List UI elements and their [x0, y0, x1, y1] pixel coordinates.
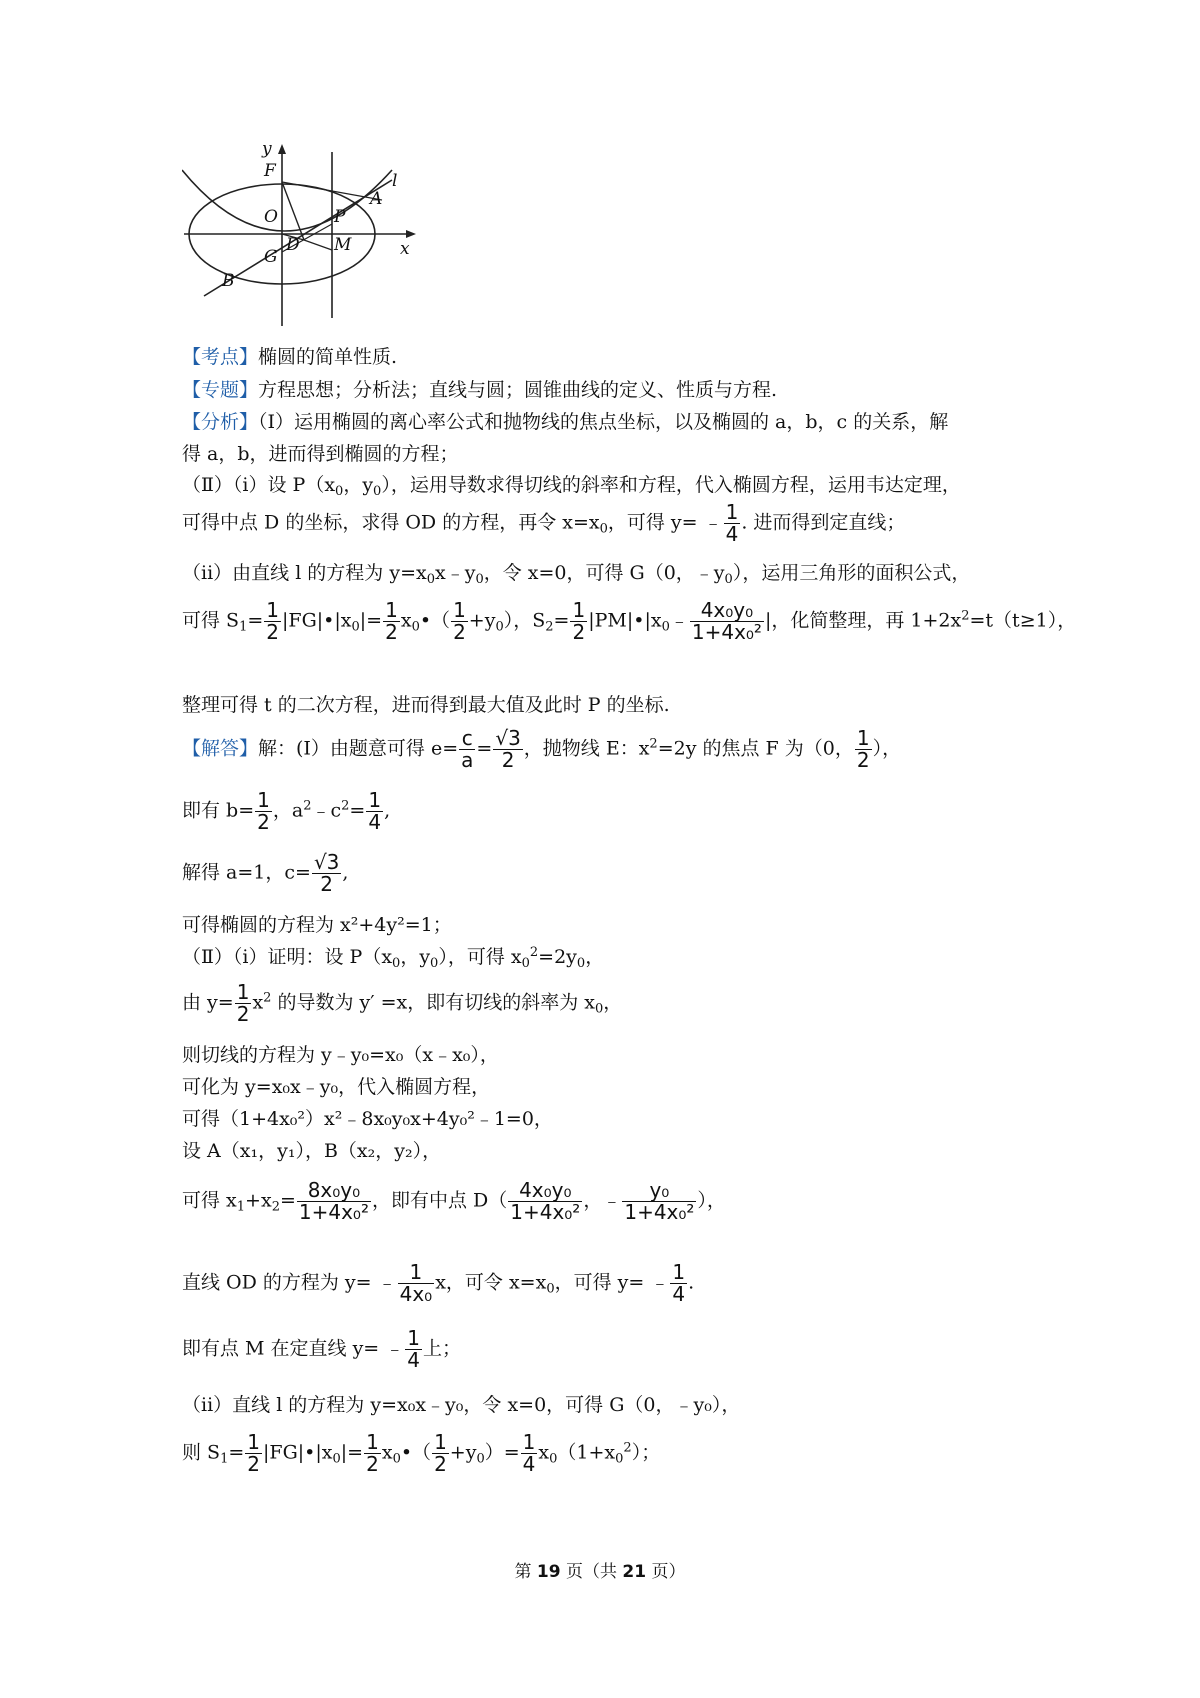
label-A: A: [370, 189, 383, 209]
den: 4: [368, 810, 382, 834]
y-axis-arrow: [278, 144, 286, 154]
den: 2: [385, 620, 398, 644]
text: |=: [340, 1441, 364, 1464]
jieda-tag: 【解答】: [182, 737, 259, 760]
fraction: [670, 1262, 687, 1305]
jieda-line-3: [182, 852, 1050, 895]
den: 2: [366, 1452, 379, 1476]
sup: 2: [649, 736, 658, 752]
text: 解得 a=1，c=: [182, 861, 311, 884]
sub: 0: [599, 521, 608, 537]
jieda-line-2: [182, 790, 1050, 833]
sub: 0: [495, 619, 504, 635]
num: 1: [572, 598, 586, 622]
ellipse-figure: [182, 142, 442, 328]
text: 即有 b=: [182, 799, 255, 822]
text: （Ⅱ）（i）设 P（x: [182, 474, 336, 496]
text: ，: [585, 946, 605, 968]
text: ），: [872, 737, 902, 760]
text: •（: [419, 609, 451, 632]
fenxi-line-2: [182, 439, 1050, 466]
sub: 0: [475, 572, 484, 587]
jieda-line-12: [182, 1262, 1050, 1305]
sub: 0: [426, 572, 435, 587]
num: √3: [495, 726, 521, 750]
fraction: [297, 1180, 371, 1223]
segment-dm: [304, 240, 332, 250]
num: 1: [257, 788, 270, 812]
text: 页（共: [560, 1562, 623, 1582]
text: =: [279, 1189, 296, 1212]
sub: 0: [373, 484, 382, 499]
num: 1: [453, 598, 466, 622]
sub: 0: [546, 1281, 555, 1297]
fenxi-line-1: [182, 407, 1050, 434]
text: .: [688, 1271, 695, 1294]
sub: 0: [430, 956, 439, 971]
text: x: [400, 609, 412, 632]
label-P: P: [334, 207, 346, 227]
jieda-line-14: [182, 1390, 1050, 1417]
fraction: [690, 600, 764, 643]
jieda-line-7: [182, 1040, 1050, 1067]
jieda-line-8: [182, 1072, 1050, 1099]
zhuanti-line: [182, 375, 1050, 402]
num: 1: [385, 598, 398, 622]
label-B: B: [222, 271, 235, 291]
fraction: [405, 1328, 422, 1371]
num: 1: [522, 1430, 536, 1454]
fenxi-text-1: （I）运用椭圆的离心率公式和抛物线的焦点坐标，以及椭圆的 a，b，c 的关系，解: [258, 411, 949, 433]
text: ，y: [400, 946, 431, 968]
sup: 2: [263, 990, 272, 1006]
page-number: 19: [536, 1562, 561, 1582]
text: （Ⅱ）（i）证明：设 P（x: [182, 946, 393, 968]
text: 设 A（x₁，y₁），B（x₂，y₂），: [182, 1140, 442, 1162]
num: 1: [368, 788, 382, 812]
num: 1: [434, 1430, 447, 1454]
text: x，可令 x=x: [435, 1271, 547, 1294]
text: =t（t≥1），: [969, 609, 1077, 632]
text: x﹣y: [435, 562, 476, 584]
fraction: [398, 1262, 435, 1305]
text: ，y: [343, 474, 374, 496]
fraction: [235, 982, 252, 1025]
num: 1: [398, 1262, 435, 1284]
den: 2: [247, 1452, 260, 1476]
text: ﹣c: [311, 799, 342, 822]
text: |，化简整理，再 1+2x: [764, 609, 962, 632]
num: 1: [407, 1326, 421, 1350]
text: ，令 x=0，可得 G（0，﹣y: [483, 562, 725, 584]
text: |PM|•|x: [588, 609, 662, 632]
sub: 0: [595, 1001, 604, 1017]
text: ，即有中点 D（: [371, 1189, 508, 1212]
text: 页）: [646, 1562, 686, 1582]
text: +y: [468, 609, 496, 632]
jieda-line-4: [182, 910, 1050, 937]
text: 第: [514, 1562, 537, 1582]
text: ，﹣: [583, 1189, 622, 1212]
text: 可得 S: [182, 609, 240, 632]
fenxi-text-2: 得 a，b，进而得到椭圆的方程；: [182, 443, 459, 465]
fraction: [312, 852, 341, 895]
fraction: [366, 790, 383, 833]
text: x: [538, 1441, 550, 1464]
num: 1: [236, 980, 250, 1004]
den: 2: [453, 620, 466, 644]
sub: 0: [549, 1451, 558, 1467]
sub: 1: [220, 1451, 229, 1467]
jieda-line-9: [182, 1104, 1050, 1131]
label-F: F: [264, 161, 276, 181]
text: 解：(I）由题意可得 e=: [258, 737, 459, 760]
fenxi-line-7: [182, 690, 1050, 717]
zhuanti-text: 方程思想；分析法；直线与圆；圆锥曲线的定义、性质与方程.: [258, 379, 778, 401]
text: 可得 x: [182, 1189, 237, 1212]
sub: 0: [411, 619, 420, 635]
text: 即有点 M 在定直线 y= ﹣: [182, 1337, 405, 1360]
text: 上；: [423, 1337, 462, 1360]
text: ），运用三角形的面积公式，: [732, 562, 971, 584]
den: 2: [434, 1452, 447, 1476]
fraction: [493, 728, 522, 771]
text: ），: [697, 1189, 726, 1212]
num: 1: [856, 726, 870, 750]
kaodian-line: [182, 342, 1050, 369]
text: 可得（1+4x₀²）x²﹣8x₀y₀x+4y₀²﹣1=0，: [182, 1108, 553, 1130]
text: =: [349, 799, 366, 822]
label-O: O: [264, 207, 278, 227]
fraction: [521, 1432, 538, 1475]
text: +y: [449, 1441, 477, 1464]
num: 1: [266, 598, 279, 622]
sub: 0: [661, 619, 670, 635]
text: |FG|•|x: [263, 1441, 333, 1464]
text: ，可得 y= ﹣: [607, 511, 723, 534]
fraction: [255, 790, 272, 833]
den: 4: [672, 1282, 686, 1306]
num: √3: [313, 850, 340, 874]
fraction: [451, 600, 468, 643]
text: 则 S: [182, 1441, 221, 1464]
sup: 2: [303, 798, 312, 814]
sub: 0: [724, 572, 733, 587]
text: |FG|•|x: [282, 609, 352, 632]
fraction: [364, 1432, 381, 1475]
label-y: y: [262, 142, 272, 159]
jieda-line-13: [182, 1328, 1050, 1371]
fraction: [570, 600, 587, 643]
sub: 1: [236, 1199, 246, 1215]
sub: 0: [392, 1451, 401, 1467]
den: 4: [407, 1348, 421, 1372]
den: 2: [236, 1002, 250, 1026]
kaodian-tag: 【考点】: [182, 346, 259, 368]
fraction: [383, 600, 400, 643]
text: =2y: [538, 946, 577, 968]
den: 2: [320, 872, 334, 896]
sup: 2: [961, 608, 970, 624]
text: |=: [359, 609, 383, 632]
fenxi-line-3: [182, 470, 1050, 499]
sup: 2: [529, 945, 539, 960]
num: c: [459, 728, 475, 750]
text: ），运用导数求得切线的斜率和方程，代入椭圆方程，运用韦达定理，: [381, 474, 961, 496]
text: x: [252, 991, 264, 1014]
x-axis-arrow: [406, 230, 416, 238]
fenxi-line-4: [182, 502, 1050, 545]
jieda-line-10: [182, 1136, 1050, 1163]
den: 4: [522, 1452, 536, 1476]
text: 直线 OD 的方程为 y= ﹣: [182, 1271, 397, 1294]
text: 整理可得 t 的二次方程，进而得到最大值及此时 P 的坐标.: [182, 694, 670, 716]
text: ,: [342, 861, 349, 884]
label-l: l: [392, 171, 398, 191]
fraction: [508, 1180, 582, 1223]
sub: 0: [476, 1451, 485, 1467]
text: •（: [400, 1441, 432, 1464]
fraction: [432, 1432, 449, 1475]
den: 2: [257, 810, 270, 834]
text: ﹣: [669, 609, 689, 632]
num: 4x₀y₀: [690, 600, 764, 622]
text: ,: [384, 799, 391, 822]
sub: 0: [351, 619, 360, 635]
sub: 0: [576, 956, 586, 971]
text: （1+x: [557, 1441, 616, 1464]
kaodian-text: 椭圆的简单性质.: [258, 346, 398, 368]
text: 则切线的方程为 y﹣y₀=x₀（x﹣x₀），: [182, 1044, 499, 1066]
text: =2y 的焦点 F 为（0，: [657, 737, 854, 760]
num: 1: [672, 1260, 686, 1284]
jieda-line-6: [182, 982, 1050, 1025]
jieda-line-1: 【解答】解：(I）由题意可得 e= $\frac{c}{a}$ = $\frac{√3}{2}$ ，抛物线 E：$x^2=2y$ 的焦点 F 为（0， $\frac{1}{2}$ ），: [182, 726, 902, 772]
sup: 2: [341, 798, 350, 814]
den: 1+4x₀²: [624, 1200, 695, 1224]
den: 2: [501, 748, 515, 772]
text: ，: [603, 991, 623, 1014]
label-M: M: [334, 235, 352, 255]
text: （ii）由直线 l 的方程为 y=x: [182, 562, 427, 584]
text: （ii）直线 l 的方程为 y=x₀x﹣y₀，令 x=0，可得 G（0，﹣y₀），: [182, 1394, 741, 1416]
num: 1: [366, 1430, 379, 1454]
total-pages: 21: [622, 1562, 647, 1582]
jieda-line-5: [182, 942, 1050, 971]
sub: 0: [332, 1451, 341, 1467]
fenxi-tag: 【分析】: [182, 411, 259, 433]
page-footer: [0, 1557, 1200, 1582]
sub: 1: [239, 619, 248, 635]
num: 1: [247, 1430, 260, 1454]
den: 2: [266, 620, 279, 644]
text: 由 y=: [182, 991, 234, 1014]
label-D: D: [286, 235, 300, 255]
sub: 0: [335, 484, 344, 499]
num: 8x₀y₀: [297, 1180, 371, 1202]
text: ，a: [272, 799, 304, 822]
text: ），S: [503, 609, 546, 632]
den: 4: [725, 522, 739, 546]
den: 1+4x₀²: [510, 1200, 581, 1224]
text: 可化为 y=x₀x﹣y₀，代入椭圆方程，: [182, 1076, 491, 1098]
fraction: [264, 600, 281, 643]
fraction: [724, 502, 741, 545]
den: 2: [572, 620, 586, 644]
text: 可得椭圆的方程为 x²+4y²=1；: [182, 914, 452, 936]
text: ）=: [484, 1441, 520, 1464]
sub: 0: [615, 1451, 624, 1467]
fraction: [855, 728, 872, 771]
sub: 2: [545, 619, 554, 635]
text: ，可得 y= ﹣: [554, 1271, 670, 1294]
den: 1+4x₀²: [691, 620, 762, 644]
sub: 2: [271, 1199, 280, 1215]
label-G: G: [264, 247, 278, 267]
label-x: x: [400, 239, 410, 259]
num: 4x₀y₀: [508, 1180, 582, 1202]
text: 可得中点 D 的坐标，求得 OD 的方程，再令 x=x: [182, 511, 600, 534]
den: 4x₀: [399, 1282, 433, 1306]
sub: 0: [392, 956, 401, 971]
text: ）；: [631, 1441, 661, 1464]
text: 的导数为 y′ =x，即有切线的斜率为 x: [271, 991, 595, 1014]
sub: 0: [521, 956, 530, 971]
text: ，抛物线 E：x: [523, 737, 650, 760]
sup: 2: [623, 1440, 632, 1456]
text: x: [381, 1441, 393, 1464]
zhuanti-tag: 【专题】: [182, 379, 259, 401]
fraction: [622, 1180, 696, 1223]
text: ），可得 x: [438, 946, 522, 968]
text: . 进而得到定直线；: [741, 511, 906, 534]
fraction: [245, 1432, 262, 1475]
num: 1: [725, 500, 739, 524]
den: 1+4x₀²: [298, 1200, 369, 1224]
den: a: [461, 748, 474, 772]
num: y₀: [622, 1180, 696, 1202]
jieda-line-11: [182, 1180, 1050, 1223]
fraction: [459, 728, 475, 771]
jieda-line-15: 则 $S_1=$ $\frac{1}{2}$ $|FG|•|x_0|=$ $\frac{1}{2}$ $x_0•$（ $\frac{1}{2}$ $+y_0)=$ $\frac{1}{4}$ $x_0(1+x_0^2)$；: [182, 1430, 661, 1476]
fenxi-line-6: 可得 $S_1=$ $\frac{1}{2}$ $|FG|•|x_0|=$ $\frac{1}{2}$ $x_0•$（ $\frac{1}{2}$ $+y_0$），$S_2=$ $\frac{1}{2}$ $|PM|•|x_0﹣$ $\frac{\text{4x₀y₀}}{\text{1+4x₀²}}$ |，化简整理，再 $1+2x^2=t(t\ge 1)$，: [182, 598, 1077, 644]
den: 2: [856, 748, 870, 772]
text: +x: [245, 1189, 272, 1212]
fenxi-line-5: [182, 558, 1050, 587]
